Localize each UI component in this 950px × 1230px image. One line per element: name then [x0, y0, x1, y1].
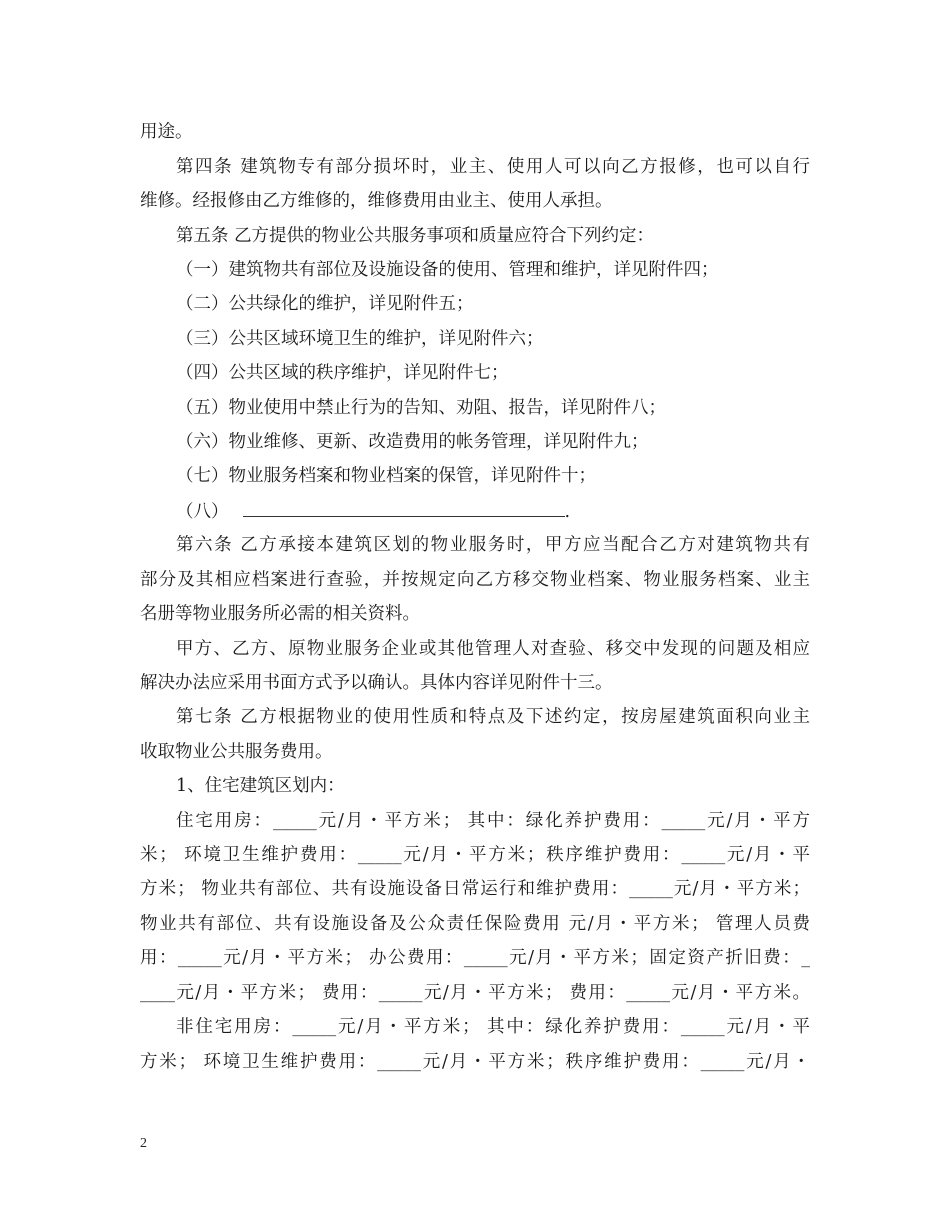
text-line: 1、住宅建筑区划内： [176, 776, 345, 796]
text-line: 米； 环境卫生维护费用：_____元/月・平方米；秩序维护费用：_____元/月・平 [140, 845, 810, 865]
fill-in-blank [243, 499, 565, 517]
text-line: 第四条 建筑物专有部分损坏时，业主、使用人可以向乙方报修，也可以自行 [176, 157, 810, 177]
list-item-blank [176, 499, 810, 524]
text-line: 维修。经报修由乙方维修的，维修费用由业主、使用人承担。 [140, 191, 613, 211]
text-line: 物业共有部位、共有设施设备及公众责任保险费用 元/月・平方米； 管理人员费 [140, 914, 810, 934]
list-item: （六）物业维修、更新、改造费用的帐务管理，详见附件九； [176, 432, 649, 452]
text-line: 收取物业公共服务费用。 [140, 742, 333, 762]
list-item-label: （八） [176, 502, 229, 522]
text-line: 非住宅用房：_____元/月・平方米； 其中：绿化养护费用：_____元/月・平 [176, 1017, 810, 1037]
text-line: 方米； 环境卫生维护费用：_____元/月・平方米；秩序维护费用：_____元/月・ [140, 1052, 810, 1072]
text-line: 解决办法应采用书面方式予以确认。具体内容详见附件十三。 [140, 673, 613, 693]
text-line: 用：_____元/月・平方米； 办公费用：_____元/月・平方米；固定资产折旧费：_ [140, 948, 810, 968]
list-item: （五）物业使用中禁止行为的告知、劝阻、报告，详见附件八； [176, 398, 666, 418]
list-item: （一）建筑物共有部位及设施设备的使用、管理和维护，详见附件四； [176, 260, 719, 280]
text-line: 名册等物业服务所必需的相关资料。 [140, 604, 420, 624]
text-line: 第六条 乙方承接本建筑区划的物业服务时，甲方应当配合乙方对建筑物共有 [176, 535, 810, 555]
list-item: （七）物业服务档案和物业档案的保管，详见附件十； [176, 466, 596, 486]
text-line: ____元/月・平方米； 费用：_____元/月・平方米； 费用：_____元/月・平方米。 [140, 983, 810, 1003]
text-line: 第五条 乙方提供的物业公共服务事项和质量应符合下列约定： [176, 226, 655, 246]
text-line: 第七条 乙方根据物业的使用性质和特点及下述约定，按房屋建筑面积向业主 [176, 707, 810, 727]
list-item: （四）公共区域的秩序维护，详见附件七； [176, 363, 509, 383]
list-item: （三）公共区域环境卫生的维护，详见附件六； [176, 329, 544, 349]
blank-end-mark: . [564, 502, 571, 522]
text-line: 部分及其相应档案进行查验，并按规定向乙方移交物业档案、物业服务档案、业主 [140, 570, 810, 590]
list-item: （二）公共绿化的维护，详见附件五； [176, 294, 474, 314]
text-line: 方米； 物业共有部位、共有设施设备日常运行和维护费用：_____元/月・平方米； [140, 879, 810, 899]
text-line: 甲方、乙方、原物业服务企业或其他管理人对查验、移交中发现的问题及相应 [176, 639, 810, 659]
page-number: 2 [140, 1136, 147, 1151]
text-line: 住宅用房：_____元/月・平方米； 其中：绿化养护费用：_____元/月・平方 [176, 811, 810, 831]
text-line: 用途。 [140, 122, 193, 142]
